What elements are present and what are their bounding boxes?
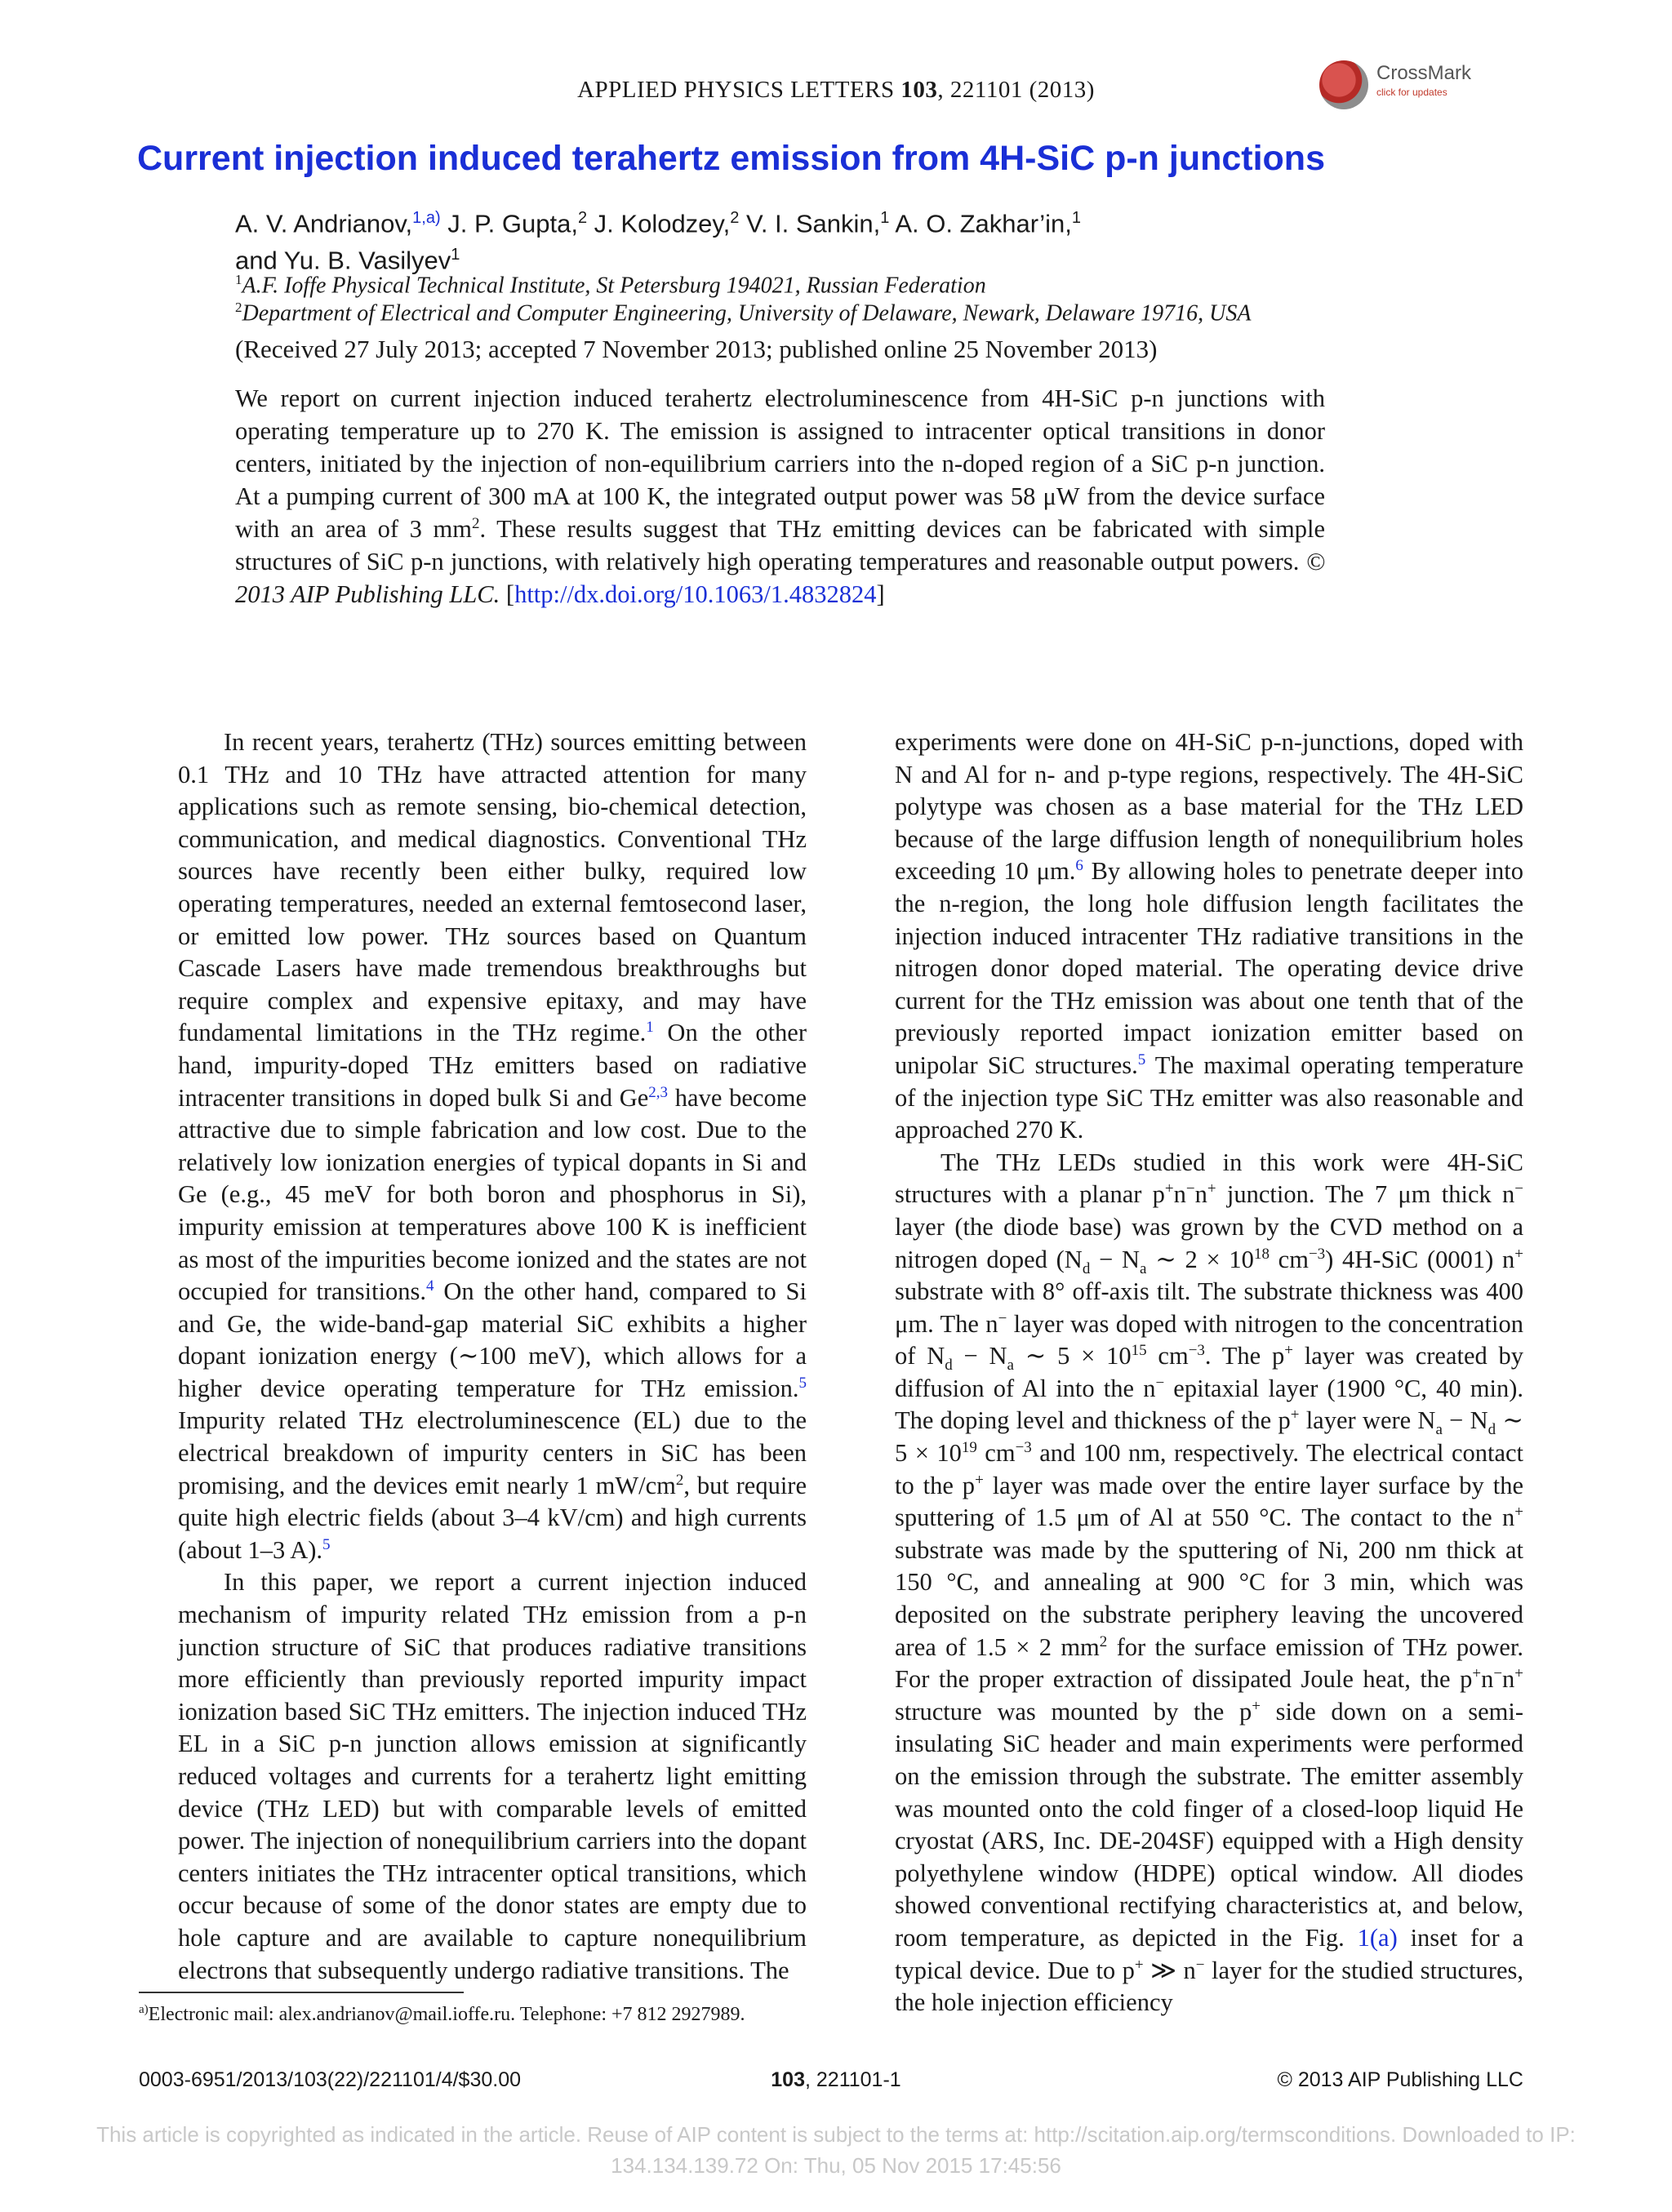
paragraph: In recent years, terahertz (THz) sources emitting between 0.1 THz and 10 THz have attracted attention for many applications such as remote sensing, bio-chemical detection, communication, and medical diagnostics. Conventional THz sources have recently been either bulky, required low operating temperatures, needed an external femtosecond laser, or emitted low power. THz sources based on Quantum Cascade Lasers have made tremendous breakthroughs but require complex and expensive epitaxy, and may have fundamental limitations in the THz regime.$^1$ On the other hand, impurity-doped THz emitters based on radiative intracenter transitions in doped bulk Si and Ge$^{2,3}$ have become attractive due to simple fabrication and low cost. Due to the relatively low ionization energies of typical dopants in Si and Ge (e.g., 45 meV for both boron and phosphorus in Si), impurity emission at temperatures above 100 K is inefficient as most of the impurities become ionized and the states are not occupied for transitions.$^4$ On the other hand, compared to Si and Ge, the wide-band-gap material SiC exhibits a higher dopant ionization energy (∼100 meV), which allows for a higher device operating temperature for THz emission.$^5$ Impurity related THz electroluminescence (EL) due to the electrical breakdown of impurity centers in SiC has been promising, and the devices emit nearly 1 $mW/cm^2$, but require quite high electric fields (about 3–4 kV/cm) and high currents (about 1–3 A).$^5$ — [178, 728, 807, 1564]
journal-volume: 103 — [900, 77, 938, 103]
copyright-notice: © 2013 AIP Publishing LLC. — [235, 548, 1325, 608]
affiliation-1: $^1$A.F. Ioffe Physical Technical Institute, St Petersburg 194021, Russian Federation — [235, 272, 986, 299]
footnote-rule — [139, 1992, 464, 1993]
crossmark-icon — [1319, 60, 1368, 109]
reference-link[interactable]: 5 — [798, 1374, 807, 1392]
affiliation-2: $^2$Department of Electrical and Computer Engineering, University of Delaware, Newark, Delaware 19716, USA — [235, 300, 1252, 326]
reference-link[interactable]: 1 — [646, 1019, 654, 1037]
doi-link[interactable]: http://dx.doi.org/10.1063/1.4832824 — [514, 580, 877, 608]
paragraph: The THz LEDs studied in this work were 4H-SiC structures with a planar p+n−n+ junction. The 7 μm thick n− layer (the diode base) was grown by the CVD method on a nitrogen doped ($N_d - N_a$ ∼ $2 \times 10^{18}$ $cm^{-3}$) 4H-SiC (0001) n+ substrate with 8° off-axis tilt. The substrate thickness was 400 μm. The n− layer was doped with nitrogen to the concentration of $N_d - N_a$ ∼ $5 \times 10^{15}$ $cm^{-3}$. The p+ layer was created by diffusion of Al into the n− epitaxial layer (1900 °C, 40 min). The doping level and thickness of the p+ layer were $N_a - N_d$ ∼ $5 \times 10^{19}$ $cm^{-3}$ and 100 nm, respectively. The electrical contact to the p+ layer was made over the entire layer surface by the sputtering of 1.5 μm of Al at 550 °C. The contact to the n+ substrate was made by the sputtering of Ni, 200 nm thick at 150 °C, and annealing at 900 °C for 3 min, which was deposited on the substrate periphery leaving the uncovered area of 1.5 × 2 $mm^2$ for the surface emission of THz power. For the proper extraction of dissipated Joule heat, the p+n−n+ structure was mounted by the p+ side down on a semi- insulating SiC header and main experiments were performed on the emission through the substrate. The emitter assembly was mounted onto the cold finger of a closed-loop liquid He cryostat (ARS, Inc. DE-204SF) equipped with a High density polyethylene window (HDPE) optical window. All diodes showed conventional rectifying characteristics at, and below, room temperature, as depicted in the Fig. 1(a) inset for a typical device. Due to p+ ≫ n− layer for the studied structures, the hole injection efficiency — [895, 1148, 1524, 2017]
body-left-column — [178, 726, 807, 1987]
reference-link[interactable]: 4 — [426, 1277, 434, 1295]
crossmark-label: CrossMark — [1376, 62, 1472, 84]
paragraph: experiments were done on 4H-SiC p-n-junctions, doped with N and Al for n- and p-type regions, respectively. The 4H-SiC polytype was chosen as a base material for the THz LED because of the large diffusion length of nonequilibrium holes exceeding 10 μm.$^6$ By allowing holes to penetrate deeper into the n-region, the long hole diffusion length facilitates the injection induced intracenter THz radiative transitions in the nitrogen donor doped material. The operating device drive current for the THz emission was about one tenth that of the previously reported impact ionization emitter based on unipolar SiC structures.$^5$ The maximal operating temperature of the injection type SiC THz emitter was also reasonable and approached 270 K. — [895, 728, 1523, 1144]
crossmark-badge[interactable] — [1319, 57, 1472, 111]
journal-header: APPLIED PHYSICS LETTERS 103, 221101 (2013) — [577, 77, 1095, 103]
paper-title: Current injection induced terahertz emission from 4H-SiC p-n junctions — [137, 139, 1325, 178]
footer-issn: 0003-6951/2013/103(22)/221101/4/$30.00 — [139, 2068, 522, 2091]
body-right-column — [895, 726, 1523, 2019]
footnote-link[interactable]: 1,a) — [412, 209, 441, 227]
reference-link[interactable]: 2,3 — [648, 1083, 669, 1101]
footer-copyright: © 2013 AIP Publishing LLC — [1277, 2068, 1523, 2091]
footnote: $^{a)}$Electronic mail: alex.andrianov@mail.ioffe.ru. Telephone: +7 812 2927989. — [139, 2003, 745, 2025]
crossmark-sub: click for updates — [1376, 87, 1447, 98]
author-list: A. V. Andrianov,$^{1,a)}$ J. P. Gupta,$^2$ J. Kolodzey,$^2$ V. I. Sankin,$^1$ A. O. Zakhar’in,$^1$ and Yu. B. Vasilyev$^1$ — [235, 209, 1081, 275]
received-dates: (Received 27 July 2013; accepted 7 November 2013; published online 25 November 2013) — [235, 335, 1158, 363]
figure-link[interactable]: 1(a) — [1357, 1923, 1398, 1952]
reference-link[interactable]: 6 — [1075, 857, 1083, 875]
download-watermark: This article is copyrighted as indicated in the article. Reuse of AIP content is subject to the terms at: http://scitation.aip.org/termsconditions. Downloaded to IP: 134.134.139.72 On: Thu, 05 Nov 2015 17:45:56 — [96, 2122, 1576, 2178]
reference-link[interactable]: 5 — [1137, 1050, 1146, 1068]
footer-page: 103, 221101-1 — [771, 2068, 901, 2091]
paragraph: In this paper, we report a current injection induced mechanism of impurity related THz emission from a p-n junction structure of SiC that produces radiative transitions more efficiently than previously reported impurity impact ionization based SiC THz emitters. The injection induced THz EL in a SiC p-n junction allows emission at significantly reduced voltages and currents for a terahertz light emitting device (THz LED) but with comparable levels of emitted power. The injection of nonequilibrium carriers into the dopant centers initiates the THz intracenter optical transitions, which occur because of some of the donor states are empty due to hole capture and are available to capture nonequilibrium electrons that subsequently undergo radiative transitions. The — [178, 1568, 807, 1984]
reference-link[interactable]: 5 — [322, 1535, 331, 1553]
abstract: We report on current injection induced terahertz electroluminescence from 4H-SiC p-n junctions with operating temperature up to 270 K. The emission is assigned to intracenter optical transitions in donor centers, initiated by the injection of non-equilibrium carriers into the n-doped region of a SiC p-n junction. At a pumping current of 300 mA at 100 K, the integrated output power was 58 μW from the device surface with an area of 3 $mm^2$. These results suggest that THz emitting devices can be fabricated with simple structures of SiC p-n junctions, with relatively high operating temperatures and reasonable output powers. © 2013 AIP Publishing LLC. [http://dx.doi.org/10.1063/1.4832824] — [235, 384, 1325, 608]
